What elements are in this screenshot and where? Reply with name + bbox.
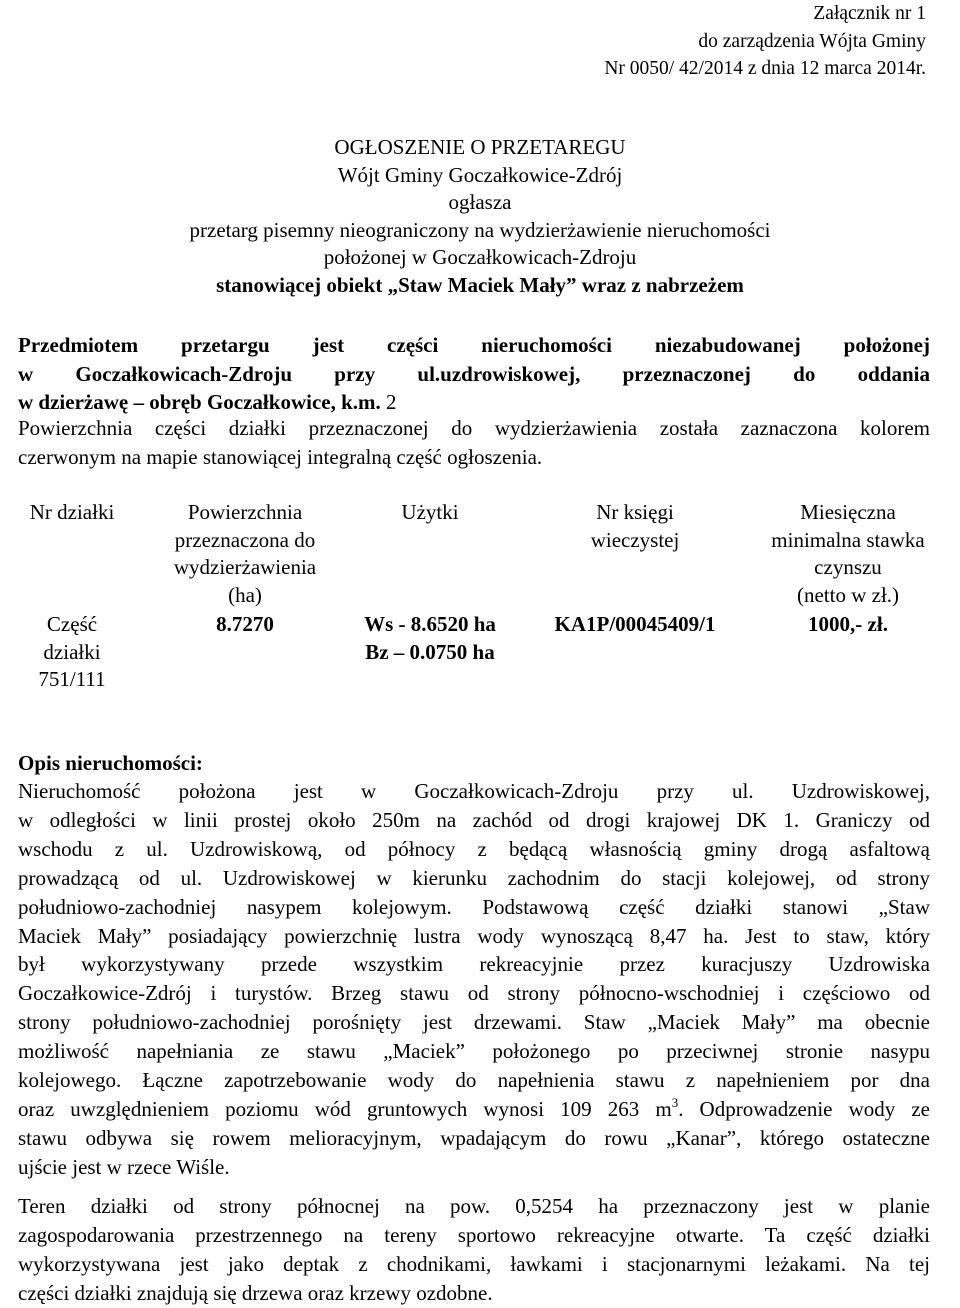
header-area-line-2: przeznaczona do <box>174 527 316 552</box>
cell-plot <box>10 611 134 694</box>
terrain-line: wykorzystywana jest jako deptak z chodnikami, ławkami i stacjonarnymi leżakami. Na tej <box>18 1251 930 1276</box>
description-line: kolejowego. Łączne zapotrzebowanie wody do napełnienia stawu z napełnieniem por dna <box>18 1068 930 1093</box>
terrain-line: Teren działki od strony północnej na pow. 0,5254 ha przeznaczony jest w planie <box>18 1194 930 1218</box>
tender-object: stanowiącej obiekt „Staw Maciek Mały” wraz z nabrzeżem <box>216 272 744 297</box>
cell-land-use-line-1: Ws - 8.6520 ha <box>364 612 496 636</box>
header-rent-line-4: (netto w zł.) <box>796 582 900 607</box>
annex-reference: do zarządzenia Wójta Gminy <box>698 30 926 52</box>
property-description <box>18 777 930 1182</box>
cell-plot-line-1: Część <box>46 612 98 636</box>
annex-ordinance: Nr 0050/ 42/2014 z dnia 12 marca 2014r. <box>604 58 926 79</box>
header-area <box>145 499 345 609</box>
description-line: ujście jest w rzece Wiśle. <box>18 1154 230 1179</box>
description-line: wschodu z ul. Uzdrowiskową, od północy z będącą własnością gminy drogą asfaltową <box>18 836 930 861</box>
header-land-use <box>345 499 515 527</box>
header-monthly-rent <box>748 499 948 609</box>
header-area-line-4: (ha) <box>228 582 262 607</box>
area-note <box>18 414 930 471</box>
header-area-line-1: Powierzchnia <box>187 500 303 524</box>
header-area-line-3: wydzierżawienia <box>173 555 317 579</box>
tender-type: przetarg pisemny nieograniczony na wydzierżawienie nieruchomości <box>189 217 771 242</box>
subject-line-3 <box>18 388 930 417</box>
description-line: stawu odbywa się rowem melioracyjnym, wpadającym do rowu „Kanar”, którego ostateczne <box>18 1125 930 1150</box>
header-land-register <box>525 499 745 554</box>
terrain-line: zagospodarowania przestrzennego na tereny sportowo rekreacyjne otwarte. Ta część działki <box>18 1222 930 1247</box>
cell-land-register <box>525 611 745 639</box>
header-land-register-line-2: wieczystej <box>590 527 680 552</box>
header-land-register-line-1: Nr księgi <box>596 500 674 524</box>
cell-land-register-value: KA1P/00045409/1 <box>554 612 716 636</box>
subject-line-1: Przedmiotem przetargu jest części nieruchomości niezabudowanej położonej <box>18 333 930 357</box>
description-line-volume <box>18 1095 930 1124</box>
description-line: prowadzącą od ul. Uzdrowiskowej w kierunku zachodnim do stacji kolejowej, od strony <box>18 865 930 890</box>
cell-area <box>145 611 345 639</box>
header-plot-number <box>10 499 134 527</box>
cell-plot-line-3: 751/111 <box>38 667 106 691</box>
announcement-heading <box>0 134 960 299</box>
cell-land-use <box>345 611 515 666</box>
header-land-use-text: Użytki <box>401 500 459 524</box>
annex-number: Załącznik nr 1 <box>813 3 926 24</box>
description-line: Nieruchomość położona jest w Goczałkowicach-Zdroju przy ul. Uzdrowiskowej, <box>18 779 930 803</box>
description-line: Goczałkowice-Zdrój i turystów. Brzeg stawu od strony północno-wschodniej i częściowo od <box>18 981 930 1006</box>
cubic-superscript: 3 <box>671 1094 679 1110</box>
terrain-description <box>18 1192 930 1308</box>
announces-text: ogłasza <box>448 190 512 214</box>
area-note-line-2: czerwonym na mapie stanowiącej integralną część ogłoszenia. <box>18 444 543 469</box>
description-line: możliwość napełniania ze stawu „Maciek” położonego po przeciwnej stronie nasypu <box>18 1039 930 1064</box>
description-line: Maciek Mały” posiadający powierzchnię lustra wody wynoszącą 8,47 ha. Jest to staw, który <box>18 923 930 948</box>
volume-text-after: . Odprowadzenie wody ze <box>678 1096 931 1121</box>
volume-text: oraz uwzględnieniem poziomu wód gruntowych wynosi 109 263 m <box>18 1096 672 1121</box>
announcement-title: OGŁOSZENIE O PRZETAREGU <box>334 135 626 159</box>
subject-line-3-text: w dzierżawę – obręb Goczałkowice, k.m. <box>18 390 381 414</box>
header-rent-line-1: Miesięczna <box>800 500 896 524</box>
tender-subject <box>18 331 930 417</box>
terrain-line: części działki znajdują się drzewa oraz krzewy ozdobne. <box>18 1280 493 1305</box>
area-note-line-1: Powierzchnia części działki przeznaczonej do wydzierżawienia została zaznaczona kolorem <box>18 416 930 440</box>
header-rent-line-2: minimalna stawka <box>771 527 925 552</box>
cell-monthly-rent <box>748 611 948 639</box>
description-line: w odległości w linii prostej około 250m na zachód od drogi krajowej DK 1. Graniczy od <box>18 807 930 832</box>
description-line: był wykorzystywany przede wszystkim rekreacyjnie przez kuracjuszy Uzdrowiska <box>18 952 930 977</box>
cell-land-use-line-2: Bz – 0.0750 ha <box>365 639 495 664</box>
tender-location: położonej w Goczałkowicach-Zdroju <box>323 245 637 269</box>
subject-line-2: w Goczałkowicach-Zdroju przy ul.uzdrowiskowej, przeznaczonej do oddania <box>18 361 930 386</box>
annex-header <box>526 0 926 83</box>
cell-plot-line-2: działki <box>43 639 101 664</box>
cell-rent-value: 1000,- zł. <box>808 612 888 636</box>
cell-area-value: 8.7270 <box>216 612 274 636</box>
description-title: Opis nieruchomości: <box>18 751 203 775</box>
header-rent-line-3: czynszu <box>814 555 882 579</box>
description-line: strony południowo-zachodniej porośnięty jest drzewami. Staw „Maciek Mały” ma obecnie <box>18 1010 930 1035</box>
description-line: południowo-zachodniej nasypem kolejowym. Podstawową część działki stanowi „Staw <box>18 894 930 919</box>
announcing-authority: Wójt Gminy Goczałkowice-Zdrój <box>337 162 623 187</box>
map-number: 2 <box>386 390 397 414</box>
header-plot-number-text: Nr działki <box>29 500 115 524</box>
